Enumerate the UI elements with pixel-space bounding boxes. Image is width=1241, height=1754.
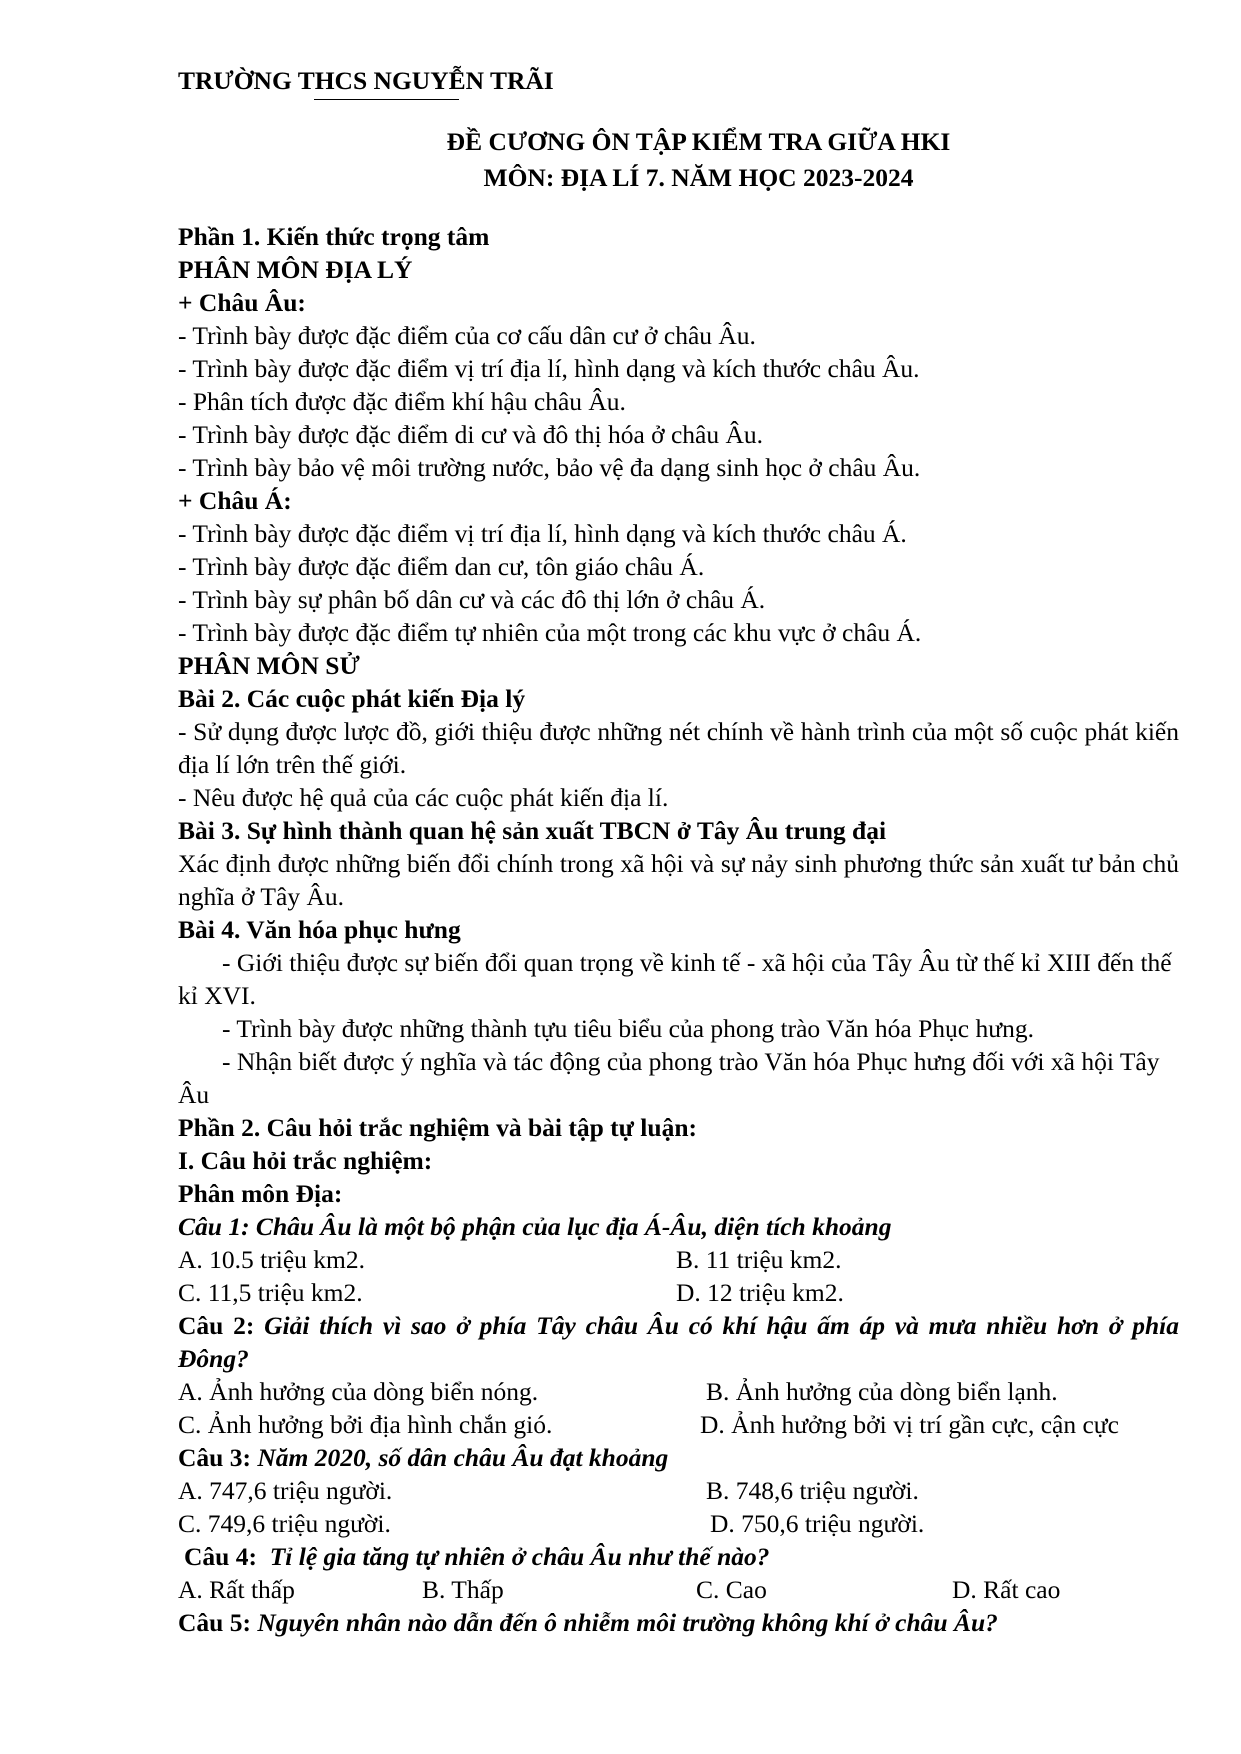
question-1-options xyxy=(178,1243,1179,1276)
mc-heading: I. Câu hỏi trắc nghiệm: xyxy=(178,1146,433,1175)
option-a: A. Rất thấp xyxy=(178,1575,295,1604)
question-5 xyxy=(178,1606,1179,1639)
asia-item: - Trình bày được đặc điểm vị trí địa lí, hình dạng và kích thước châu Á. xyxy=(178,519,907,548)
option-b: B. 11 triệu km2. xyxy=(676,1245,842,1274)
document-title-line1: ĐỀ CƯƠNG ÔN TẬP KIỂM TRA GIỮA HKI xyxy=(446,127,951,156)
lesson4-paragraph: - Trình bày được những thành tựu tiêu biểu của phong trào Văn hóa Phục hưng. xyxy=(222,1014,1034,1043)
question-4-label: Câu 4: xyxy=(184,1542,257,1571)
question-4-options xyxy=(178,1573,1179,1606)
question-1: Câu 1: Châu Âu là một bộ phận của lục địa Á-Âu, diện tích khoảng xyxy=(178,1212,892,1241)
part2-heading: Phần 2. Câu hỏi trắc nghiệm và bài tập tự luận: xyxy=(178,1113,697,1142)
lesson4-paragraph: - Giới thiệu được sự biến đổi quan trọng về kinh tế - xã hội của Tây Âu từ thế kỉ XIII đến thế kỉ XVI. xyxy=(178,948,1172,1010)
option-b: B. Ảnh hưởng của dòng biển lạnh. xyxy=(706,1377,1058,1406)
option-a: A. Ảnh hưởng của dòng biển nóng. xyxy=(178,1377,539,1406)
school-underline xyxy=(314,99,459,100)
question-4-text: Tỉ lệ gia tăng tự nhiên ở châu Âu như thế nào? xyxy=(269,1542,770,1571)
question-2-label: Câu 2: xyxy=(178,1311,255,1340)
question-3-options xyxy=(178,1507,1179,1540)
school-name: TRƯỜNG THCS NGUYỄN TRÃI xyxy=(178,66,554,95)
asia-item: - Trình bày được đặc điểm tự nhiên của một trong các khu vực ở châu Á. xyxy=(178,618,922,647)
question-3 xyxy=(178,1441,1179,1474)
question-2-text: Giải thích vì sao ở phía Tây châu Âu có khí hậu ấm áp và mưa nhiều hơn ở phía Đông? xyxy=(178,1311,1180,1373)
option-d: D. 750,6 triệu người. xyxy=(710,1509,925,1538)
lesson3-paragraph: Xác định được những biến đổi chính trong xã hội và sự nảy sinh phương thức sản xuất tư bản chủ nghĩa ở Tây Âu. xyxy=(178,849,1179,911)
option-c: C. Cao xyxy=(696,1575,767,1604)
question-2 xyxy=(178,1309,1179,1375)
option-d: D. Rất cao xyxy=(952,1575,1061,1604)
question-4 xyxy=(178,1540,1179,1573)
lesson2-heading: Bài 2. Các cuộc phát kiến Địa lý xyxy=(178,684,526,713)
europe-item: - Trình bày được đặc điểm vị trí địa lí, hình dạng và kích thước châu Âu. xyxy=(178,354,920,383)
option-c: C. Ảnh hưởng bởi địa hình chắn gió. xyxy=(178,1410,553,1439)
asia-heading: + Châu Á: xyxy=(178,486,292,515)
europe-item: - Trình bày được đặc điểm của cơ cấu dân cư ở châu Âu. xyxy=(178,321,756,350)
question-5-label: Câu 5: xyxy=(178,1608,251,1637)
geo-section-heading: PHÂN MÔN ĐỊA LÝ xyxy=(178,255,413,284)
europe-heading: + Châu Âu: xyxy=(178,288,306,317)
lesson2-paragraph: - Sử dụng được lược đồ, giới thiệu được những nét chính về hành trình của một số cuộc phát kiến địa lí lớn trên thế giới. xyxy=(178,717,1179,779)
lesson3-heading: Bài 3. Sự hình thành quan hệ sản xuất TBCN ở Tây Âu trung đại xyxy=(178,816,887,845)
option-d: D. 12 triệu km2. xyxy=(676,1278,844,1307)
option-a: A. 10.5 triệu km2. xyxy=(178,1245,365,1274)
europe-item: - Phân tích được đặc điểm khí hậu châu Âu. xyxy=(178,387,626,416)
part1-heading: Phần 1. Kiến thức trọng tâm xyxy=(178,222,490,251)
option-b: B. 748,6 triệu người. xyxy=(706,1476,919,1505)
option-b: B. Thấp xyxy=(422,1575,504,1604)
geo-subject-heading: Phân môn Địa: xyxy=(178,1179,343,1208)
europe-item: - Trình bày bảo vệ môi trường nước, bảo vệ đa dạng sinh học ở châu Âu. xyxy=(178,453,921,482)
lesson4-heading: Bài 4. Văn hóa phục hưng xyxy=(178,915,461,944)
question-5-text: Nguyên nhân nào dẫn đến ô nhiễm môi trường không khí ở châu Âu? xyxy=(257,1608,998,1637)
document-title-line2: MÔN: ĐỊA LÍ 7. NĂM HỌC 2023-2024 xyxy=(483,163,914,192)
lesson2-paragraph: - Nêu được hệ quả của các cuộc phát kiến địa lí. xyxy=(178,783,669,812)
europe-item: - Trình bày được đặc điểm di cư và đô thị hóa ở châu Âu. xyxy=(178,420,764,449)
question-2-options xyxy=(178,1375,1179,1408)
question-3-text: Năm 2020, số dân châu Âu đạt khoảng xyxy=(257,1443,669,1472)
question-3-label: Câu 3: xyxy=(178,1443,251,1472)
question-2-options xyxy=(178,1408,1179,1441)
option-d: D. Ảnh hưởng bởi vị trí gần cực, cận cực xyxy=(700,1410,1119,1439)
lesson4-paragraph: - Nhận biết được ý nghĩa và tác động của phong trào Văn hóa Phục hưng đối với xã hội Tây Âu xyxy=(178,1047,1160,1109)
option-a: A. 747,6 triệu người. xyxy=(178,1476,393,1505)
asia-item: - Trình bày sự phân bố dân cư và các đô thị lớn ở châu Á. xyxy=(178,585,766,614)
question-3-options xyxy=(178,1474,1179,1507)
asia-item: - Trình bày được đặc điểm dan cư, tôn giáo châu Á. xyxy=(178,552,705,581)
history-section-heading: PHÂN MÔN SỬ xyxy=(178,651,360,680)
option-c: C. 749,6 triệu người. xyxy=(178,1509,391,1538)
document-content xyxy=(178,64,1179,1639)
question-1-options xyxy=(178,1276,1179,1309)
option-c: C. 11,5 triệu km2. xyxy=(178,1278,363,1307)
